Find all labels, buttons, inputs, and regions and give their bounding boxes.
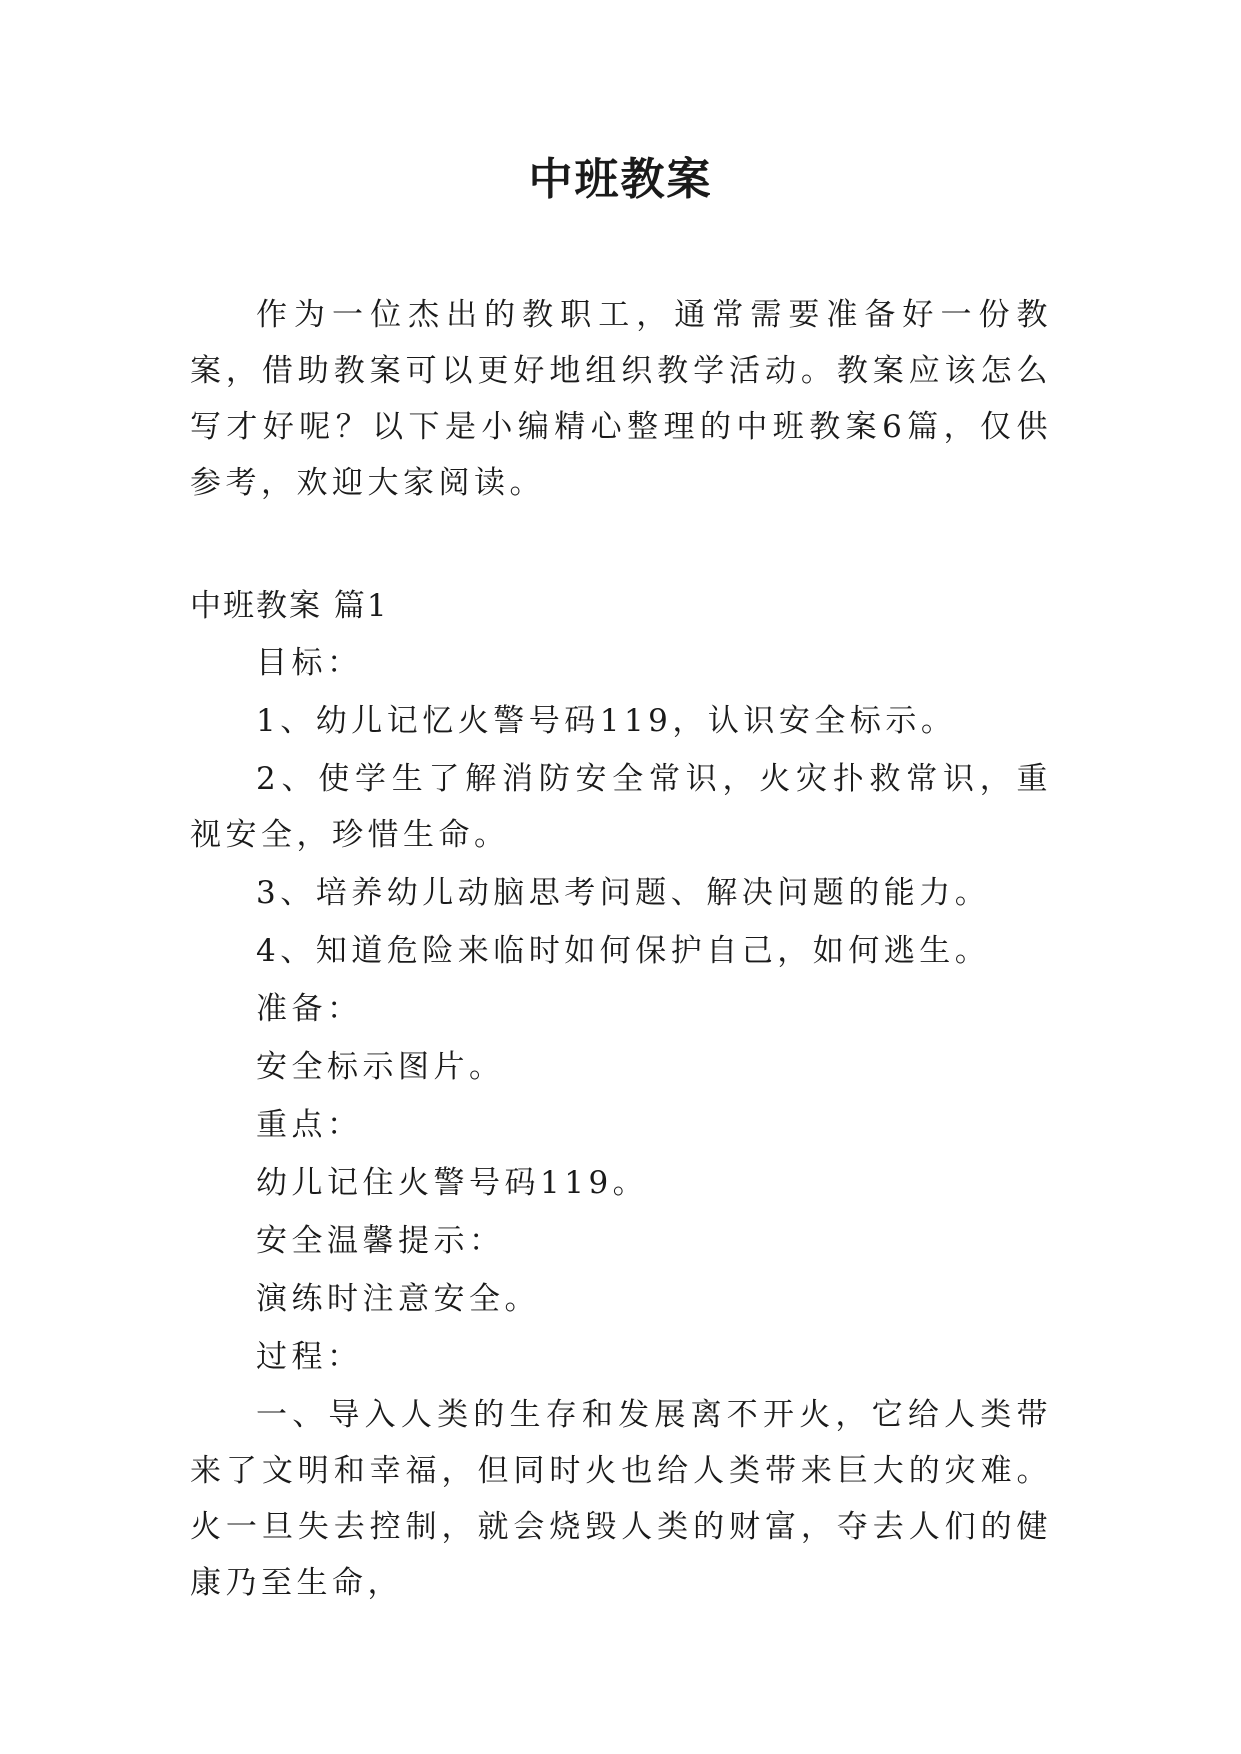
heading-safety-tip: 安全温馨提示： <box>256 1223 505 1259</box>
heading-preparation: 准备： <box>256 991 363 1027</box>
heading-key-point: 重点： <box>256 1107 363 1143</box>
preparation-text: 安全标示图片。 <box>256 1049 505 1085</box>
safety-tip-text: 演练时注意安全。 <box>256 1281 540 1317</box>
goal-item-4: 4、知道危险来临时如何保护自己，如何逃生。 <box>256 933 991 969</box>
document-title: 中班教案 <box>528 154 713 205</box>
heading-process: 过程： <box>256 1339 363 1375</box>
heading-goals: 目标： <box>256 645 363 681</box>
intro-paragraph: 作为一位杰出的教职工，通常需要准备好一份教案，借助教案可以更好地组织教学活动。教案应该怎么写才好呢？以下是小编精心整理的中班教案6篇，仅供参考，欢迎大家阅读。 <box>190 297 1052 501</box>
section-body <box>190 635 1052 1613</box>
section-heading: 中班教案 篇1 <box>190 588 389 624</box>
goal-item-2: 2、使学生了解消防安全常识，火灾扑救常识，重视安全，珍惜生命。 <box>190 761 1052 853</box>
goal-item-3: 3、培养幼儿动脑思考问题、解决问题的能力。 <box>256 875 991 911</box>
process-step-1: 一、导入人类的生存和发展离不开火，它给人类带来了文明和幸福，但同时火也给人类带来巨大的灾难。火一旦失去控制，就会烧毁人类的财富，夺去人们的健康乃至生命， <box>190 1397 1052 1601</box>
goal-item-1: 1、幼儿记忆火警号码119，认识安全标示。 <box>256 703 957 739</box>
key-point-text: 幼儿记住火警号码119。 <box>256 1165 649 1201</box>
